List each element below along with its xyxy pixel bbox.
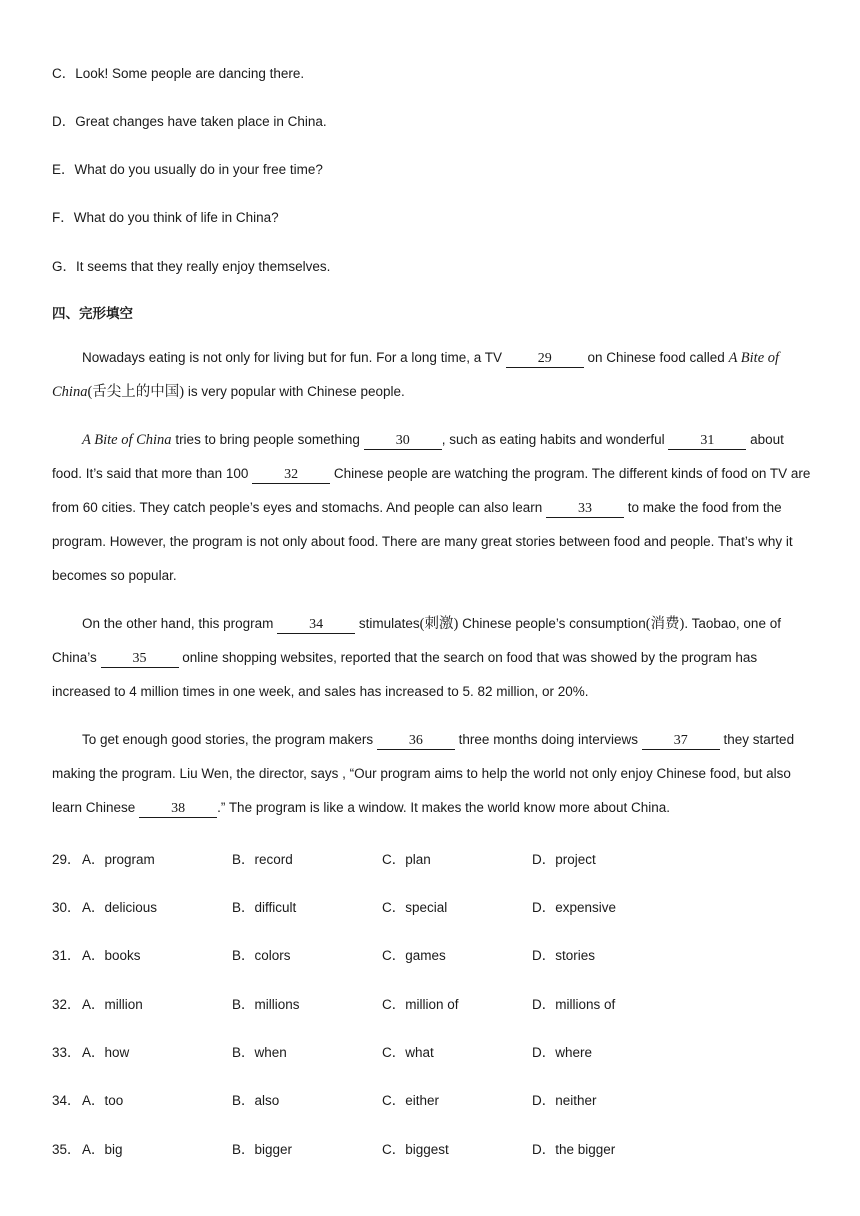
blank-32: 32 <box>252 467 330 484</box>
p4-text-b: three months doing interviews <box>454 732 642 747</box>
question-34 <box>52 1089 812 1109</box>
p1-text-a: Nowadays eating is not only for living but for fun. For a long time, a TV <box>82 350 506 365</box>
choice-d[interactable]: D．stories <box>532 948 596 963</box>
paragraph-4 <box>52 723 812 825</box>
blank-33: 33 <box>546 501 624 518</box>
option-d: D．Great changes have taken place in China. <box>52 114 327 129</box>
question-number: 33． <box>52 1045 81 1060</box>
choice-b[interactable]: B．also <box>232 1093 280 1108</box>
choice-d[interactable]: D．the bigger <box>532 1142 616 1157</box>
question-number: 29． <box>52 852 81 867</box>
choice-b[interactable]: B．colors <box>232 948 291 963</box>
question-32 <box>52 993 812 1013</box>
paragraph-3 <box>52 607 812 709</box>
blank-37: 37 <box>642 733 720 750</box>
p2-text-e: to make the food from the program. However, the program is not only about food. There are many great stories between food and people. That’s why it becomes so popular. <box>52 500 793 583</box>
p4-text-d: .” The program is like a window. It makes the world know more about China. <box>217 800 671 815</box>
choice-d[interactable]: D．where <box>532 1045 593 1060</box>
p1-text-c: is very popular with Chinese people. <box>184 384 405 399</box>
p2-text-d: Chinese people are watching the program. The different kinds of food on TV are from 60 cities. They catch people’s eyes and stomachs. And people can also learn <box>52 466 811 515</box>
choice-c[interactable]: C．plan <box>382 852 431 867</box>
question-number: 32． <box>52 997 81 1012</box>
blank-36: 36 <box>377 733 455 750</box>
choice-d[interactable]: D．neither <box>532 1093 597 1108</box>
question-number: 31． <box>52 948 81 963</box>
question-33 <box>52 1041 812 1061</box>
choice-a[interactable]: A．million <box>82 997 143 1012</box>
p3-chinese-gloss-2: (消费) <box>645 616 685 632</box>
choice-d[interactable]: D．millions of <box>532 997 616 1012</box>
p3-text-c: Chinese people’s consumption <box>458 616 646 631</box>
p4-text-a: To get enough good stories, the program makers <box>82 732 377 747</box>
choice-c[interactable]: C．biggest <box>382 1142 449 1157</box>
program-title: A Bite of China <box>52 350 780 400</box>
choice-a[interactable]: A．books <box>82 948 141 963</box>
choice-c[interactable]: C．what <box>382 1045 434 1060</box>
choice-a[interactable]: A．big <box>82 1142 123 1157</box>
program-title-2: A Bite of China <box>82 432 172 448</box>
blank-29: 29 <box>506 351 584 368</box>
choice-d[interactable]: D．expensive <box>532 900 617 915</box>
blank-31: 31 <box>668 433 746 450</box>
paragraph-1 <box>52 341 812 409</box>
p2-text-c: about food. It’s said that more than 100 <box>52 432 784 481</box>
choice-c[interactable]: C．special <box>382 900 448 915</box>
paragraph-2 <box>52 423 812 593</box>
section-title: 四、完形填空 <box>52 306 133 321</box>
choice-c[interactable]: C．million of <box>382 997 459 1012</box>
option-e: E．What do you usually do in your free time? <box>52 162 323 177</box>
choice-a[interactable]: A．how <box>82 1045 130 1060</box>
question-number: 34． <box>52 1093 81 1108</box>
blank-35: 35 <box>101 651 179 668</box>
p3-text-e: online shopping websites, reported that the search on food that was showed by the program has increased to 4 million times in one week, and sales has increased to 5. 82 million, or 20%. <box>52 650 758 699</box>
choice-d[interactable]: D．project <box>532 852 596 867</box>
p3-text-d: . Taobao, one of China’s <box>52 616 781 665</box>
question-number: 35． <box>52 1142 81 1157</box>
choice-b[interactable]: B．record <box>232 852 293 867</box>
blank-30: 30 <box>364 433 442 450</box>
choice-a[interactable]: A．too <box>82 1093 124 1108</box>
choice-b[interactable]: B．difficult <box>232 900 297 915</box>
question-29 <box>52 848 812 868</box>
choice-c[interactable]: C．games <box>382 948 446 963</box>
question-35 <box>52 1138 812 1158</box>
p1-chinese-gloss: (舌尖上的中国) <box>87 384 185 400</box>
p3-text-b: stimulates <box>355 616 420 631</box>
p3-text-a: On the other hand, this program <box>82 616 278 631</box>
p2-text-b: , such as eating habits and wonderful <box>441 432 669 447</box>
p3-chinese-gloss-1: (刺激) <box>419 616 459 632</box>
choice-b[interactable]: B．millions <box>232 997 300 1012</box>
choice-a[interactable]: A．delicious <box>82 900 158 915</box>
blank-34: 34 <box>277 617 355 634</box>
p1-text-b: on Chinese food called <box>583 350 729 365</box>
choice-b[interactable]: B．bigger <box>232 1142 293 1157</box>
p4-text-c: they started making the program. Liu Wen, the director, says , “Our program aims to help the world not only enjoy Chinese food, but also learn Chinese <box>52 732 795 815</box>
blank-38: 38 <box>139 801 217 818</box>
p2-text-a: tries to bring people something <box>171 432 364 447</box>
choice-c[interactable]: C．either <box>382 1093 440 1108</box>
option-f: F．What do you think of life in China? <box>52 210 279 225</box>
question-number: 30． <box>52 900 81 915</box>
question-31 <box>52 944 812 964</box>
choice-a[interactable]: A．program <box>82 852 155 867</box>
question-30 <box>52 896 812 916</box>
option-c: C．Look! Some people are dancing there. <box>52 66 305 81</box>
choice-b[interactable]: B．when <box>232 1045 287 1060</box>
option-g: G．It seems that they really enjoy themselves. <box>52 259 331 274</box>
